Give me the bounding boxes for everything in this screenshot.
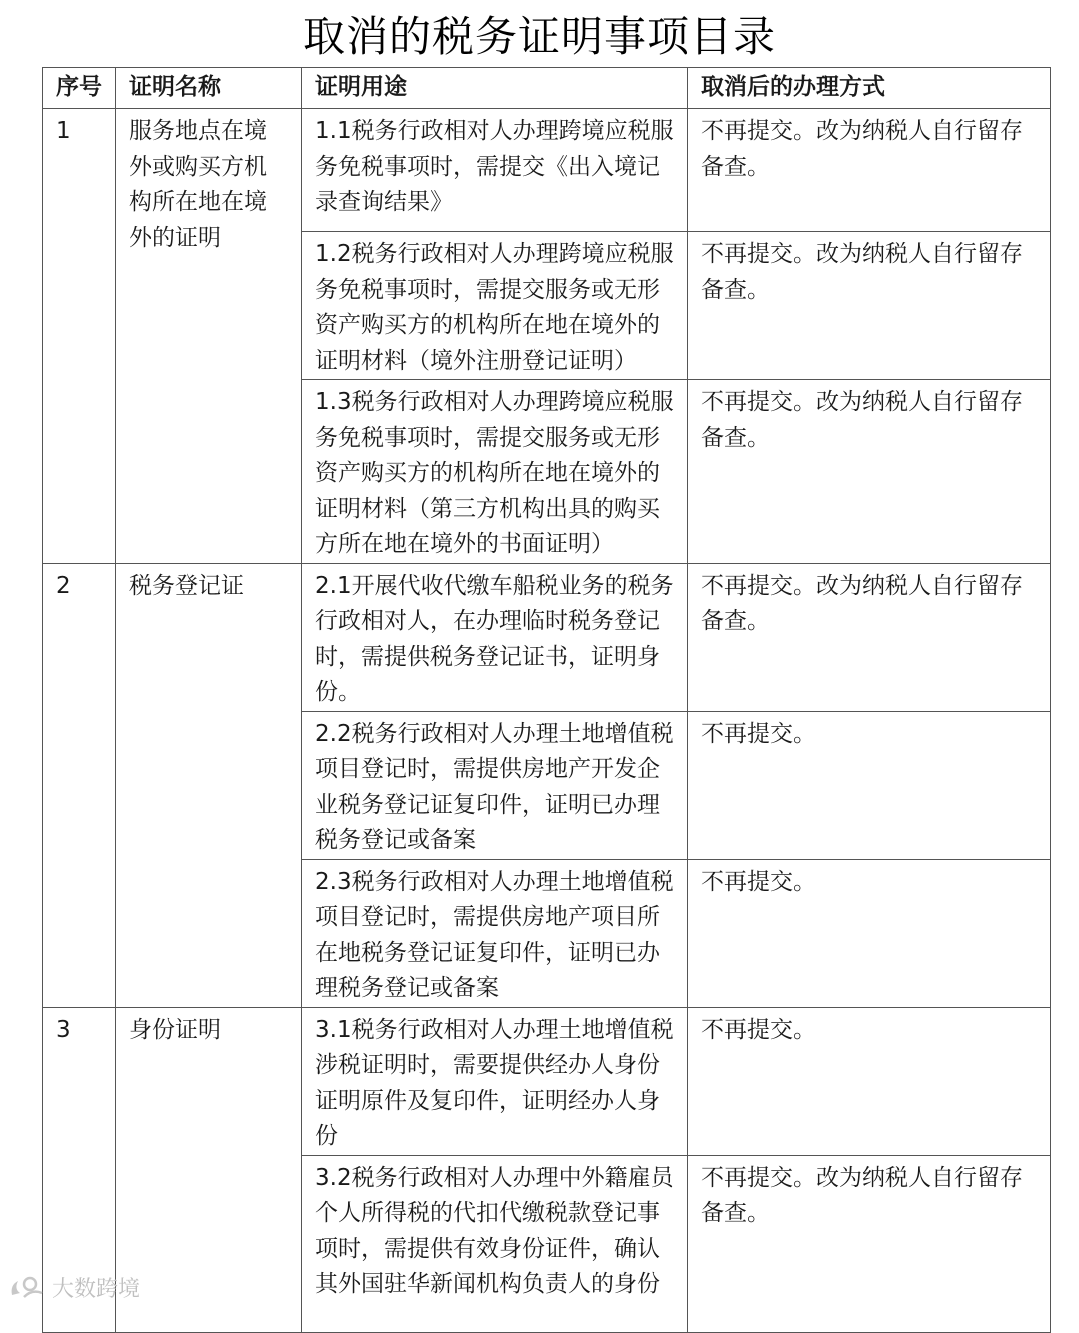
proof-usage: 1.1税务行政相对人办理跨境应税服务免税事项时，需提交《出入境记录查询结果》 (302, 109, 688, 232)
handling-method: 不再提交。 (688, 1007, 1051, 1155)
row-index: 2 (43, 563, 116, 1007)
page-title: 取消的税务证明事项目录 (302, 12, 776, 61)
table-row (43, 1007, 1051, 1155)
handling-method: 不再提交。改为纳税人自行留存备查。 (688, 1155, 1051, 1332)
proof-usage: 3.1税务行政相对人办理土地增值税涉税证明时，需要提供经办人身份证明原件及复印件，证明经办人身份 (302, 1007, 688, 1155)
proof-usage: 3.2税务行政相对人办理中外籍雇员个人所得税的代扣代缴税款登记事项时，需提供有效身份证件，确认其外国驻华新闻机构负责人的身份 (302, 1155, 688, 1332)
header-method: 取消后的办理方式 (688, 68, 1051, 109)
handling-method: 不再提交。 (688, 859, 1051, 1007)
row-index: 3 (43, 1007, 116, 1332)
header-name: 证明名称 (116, 68, 302, 109)
header-row (43, 68, 1051, 109)
proof-name: 服务地点在境外或购买方机构所在地在境外的证明 (116, 109, 302, 564)
header-index: 序号 (43, 68, 116, 109)
proof-usage: 1.3税务行政相对人办理跨境应税服务免税事项时，需提交服务或无形资产购买方的机构所在地在境外的证明材料（第三方机构出具的购买方所在地在境外的书面证明） (302, 380, 688, 564)
proof-name: 税务登记证 (116, 563, 302, 1007)
table-row (43, 563, 1051, 711)
proof-usage: 2.1开展代收代缴车船税业务的税务行政相对人，在办理临时税务登记时，需提供税务登记证书，证明身份。 (302, 563, 688, 711)
header-usage: 证明用途 (302, 68, 688, 109)
row-index: 1 (43, 109, 116, 564)
catalog-table (42, 67, 1051, 1333)
watermark (8, 1272, 140, 1303)
handling-method: 不再提交。改为纳税人自行留存备查。 (688, 232, 1051, 380)
watermark-text: 大数跨境 (52, 1277, 141, 1302)
table-row (43, 109, 1051, 232)
proof-usage: 2.3税务行政相对人办理土地增值税项目登记时，需提供房地产项目所在地税务登记证复印件，证明已办理税务登记或备案 (302, 859, 688, 1007)
watermark-logo-icon (8, 1275, 46, 1301)
proof-name: 身份证明 (116, 1007, 302, 1332)
handling-method: 不再提交。 (688, 711, 1051, 859)
handling-method: 不再提交。改为纳税人自行留存备查。 (688, 563, 1051, 711)
proof-usage: 2.2税务行政相对人办理土地增值税项目登记时，需提供房地产开发企业税务登记证复印件，证明已办理税务登记或备案 (302, 711, 688, 859)
handling-method: 不再提交。改为纳税人自行留存备查。 (688, 109, 1051, 232)
handling-method: 不再提交。改为纳税人自行留存备查。 (688, 380, 1051, 564)
proof-usage: 1.2税务行政相对人办理跨境应税服务免税事项时，需提交服务或无形资产购买方的机构所在地在境外的证明材料（境外注册登记证明） (302, 232, 688, 380)
